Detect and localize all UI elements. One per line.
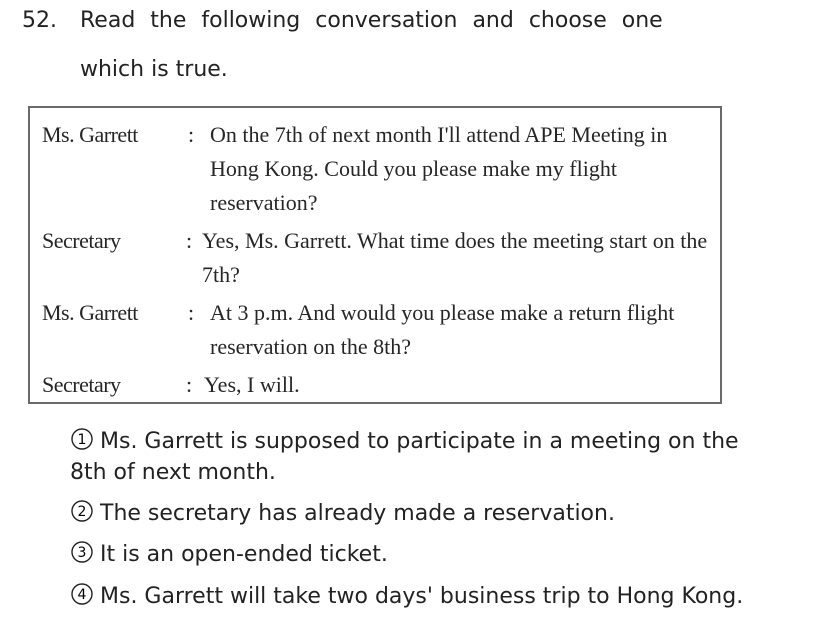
answer-option-4[interactable] <box>70 581 750 612</box>
question-stem <box>22 6 752 36</box>
utterance-text: On the 7th of next month I'll attend APE Meeting in Hong Kong. Could you please make my flight reservation? <box>210 122 668 215</box>
svg-text:3: 3 <box>77 545 87 561</box>
speaker-name: Ms. Garrett <box>42 122 138 147</box>
conversation-box <box>28 106 722 404</box>
speaker-name: Secretary <box>42 228 121 253</box>
question-text-line1: Read the following conversation and choose one <box>80 8 663 33</box>
speaker-name: Secretary <box>42 372 121 397</box>
speaker-colon: : <box>188 300 194 325</box>
speaker-colon: : <box>186 372 192 397</box>
question-text-line2: which is true. <box>80 57 228 82</box>
circled-number-3-icon <box>70 539 94 563</box>
option-text: The secretary has already made a reservation. <box>100 501 615 526</box>
answer-option-3[interactable] <box>70 539 750 570</box>
option-text: Ms. Garrett will take two days' business trip to Hong Kong. <box>100 584 744 609</box>
speaker-name: Ms. Garrett <box>42 300 138 325</box>
circled-number-2-icon <box>70 498 94 522</box>
speaker-colon: : <box>186 228 192 253</box>
option-text: It is an open-ended ticket. <box>100 542 388 567</box>
question-number: 52. <box>22 8 57 33</box>
utterance-text: Yes, I will. <box>204 372 300 397</box>
option-text: Ms. Garrett is supposed to participate in a meeting on the 8th of next month. <box>70 429 739 485</box>
svg-text:1: 1 <box>77 432 87 448</box>
circled-number-4-icon <box>70 581 94 605</box>
circled-number-1-icon <box>70 426 94 450</box>
svg-text:4: 4 <box>77 587 87 603</box>
answer-option-1[interactable] <box>70 426 750 488</box>
utterance-text: Yes, Ms. Garrett. What time does the meeting start on the 7th? <box>202 228 708 287</box>
speaker-colon: : <box>188 122 194 147</box>
utterance-text: At 3 p.m. And would you please make a return flight reservation on the 8th? <box>210 300 675 359</box>
svg-text:2: 2 <box>77 504 87 520</box>
answer-option-2[interactable] <box>70 498 750 529</box>
